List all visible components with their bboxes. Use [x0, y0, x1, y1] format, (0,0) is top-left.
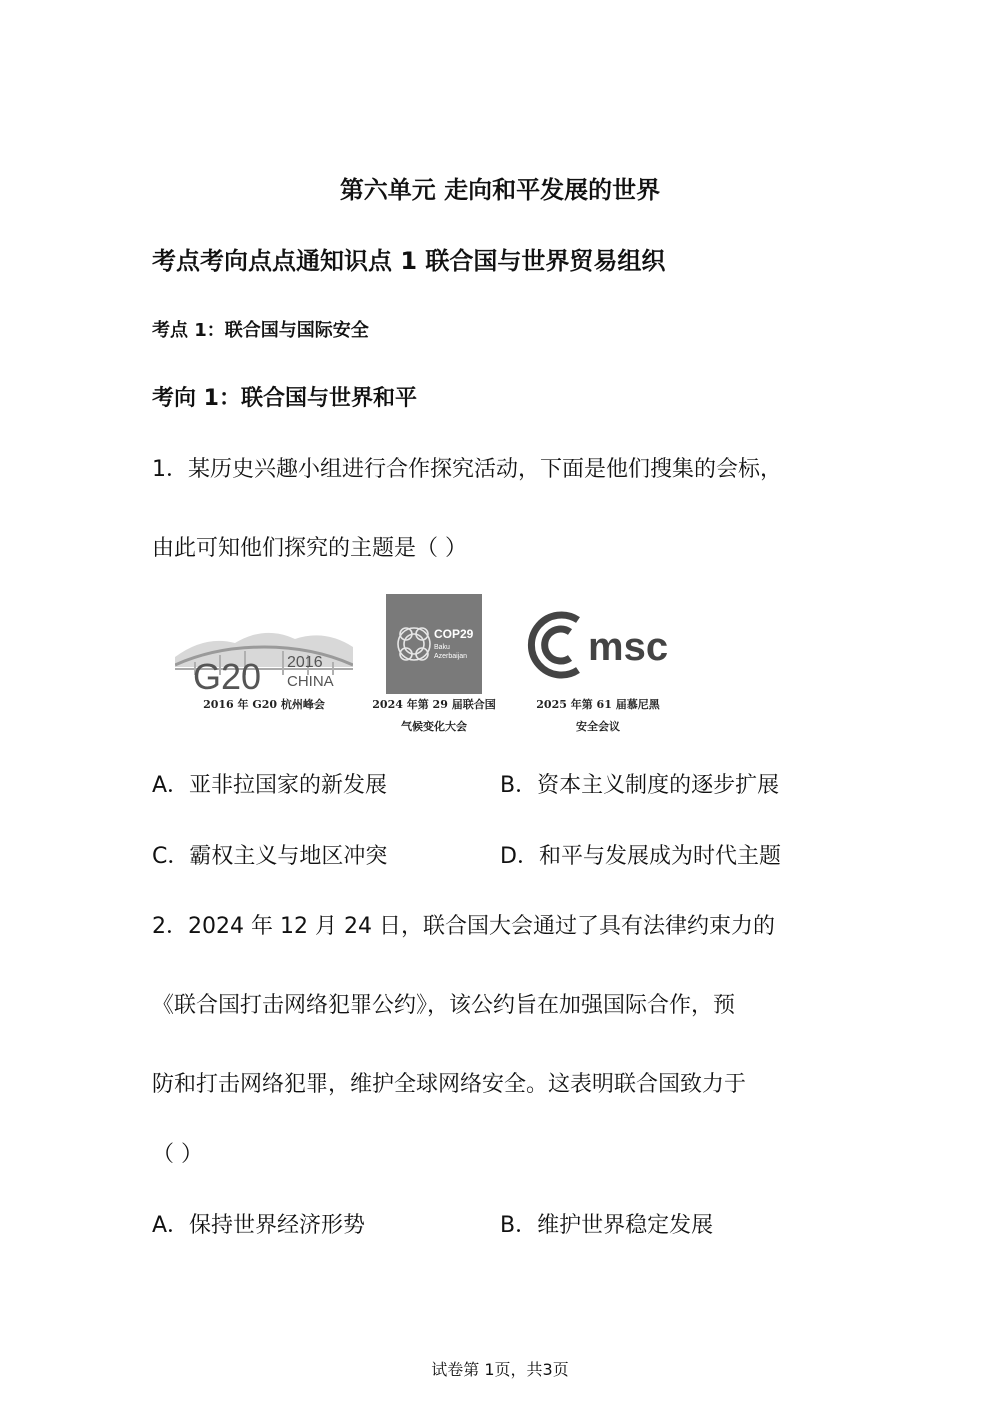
svg-text:COP29: COP29: [434, 627, 474, 641]
svg-text:Azerbaijan: Azerbaijan: [434, 653, 468, 660]
question1-line2: 由此可知他们探究的主题是（ ）: [152, 536, 467, 561]
kaodian-heading: 考点 1：联合国与国际安全: [152, 320, 369, 341]
question2-line3: 防和打击网络犯罪，维护全球网络安全。这表明联合国致力于: [152, 1072, 747, 1097]
figure3-caption-line1: 2025 年第 61 届慕尼黑: [536, 698, 660, 711]
msc-logo: [526, 600, 686, 690]
svg-text:CHINA: CHINA: [287, 673, 334, 690]
cop29-logo: [386, 594, 482, 694]
figure3-caption: [520, 694, 676, 738]
question2-option-a[interactable]: A．保持世界经济形势: [152, 1213, 366, 1238]
question1-option-b[interactable]: B．资本主义制度的逐步扩展: [500, 773, 780, 798]
question2-line4: （ ）: [152, 1142, 203, 1167]
question1-line1: 1．某历史兴趣小组进行合作探究活动，下面是他们搜集的会标，: [152, 457, 782, 482]
figure2-caption-line2: 气候变化大会: [401, 720, 467, 733]
svg-text:G20: G20: [193, 656, 262, 692]
question1-figure: [170, 592, 690, 742]
svg-text:2016: 2016: [287, 654, 323, 671]
figure3-caption-line2: 安全会议: [576, 720, 620, 733]
page-footer: 试卷第 1页，共3页: [431, 1360, 569, 1379]
figure2-caption-line1: 2024 年第 29 届联合国: [372, 698, 496, 711]
svg-text:Baku: Baku: [434, 644, 450, 651]
figure1-caption: [170, 694, 358, 716]
kaoxiang-heading: 考向 1：联合国与世界和平: [152, 386, 417, 411]
question1-option-a[interactable]: A．亚非拉国家的新发展: [152, 773, 388, 798]
figure2-caption: [356, 694, 512, 738]
svg-text:msc: msc: [588, 625, 669, 669]
question2-option-b[interactable]: B．维护世界稳定发展: [500, 1213, 714, 1238]
question2-line2: 《联合国打击网络犯罪公约》，该公约旨在加强国际合作，预: [152, 993, 736, 1018]
unit-title: 第六单元 走向和平发展的世界: [339, 176, 661, 204]
section-heading: 考点考向点点通知识点 1 联合国与世界贸易组织: [152, 247, 666, 275]
question1-option-d[interactable]: D．和平与发展成为时代主题: [500, 844, 781, 869]
question1-option-c[interactable]: C．霸权主义与地区冲突: [152, 844, 388, 869]
figure1-caption-line1: 2016 年 G20 杭州峰会: [203, 698, 325, 711]
question2-line1: 2．2024 年 12 月 24 日，联合国大会通过了具有法律约束力的: [152, 914, 775, 939]
g20-logo: [175, 617, 353, 692]
